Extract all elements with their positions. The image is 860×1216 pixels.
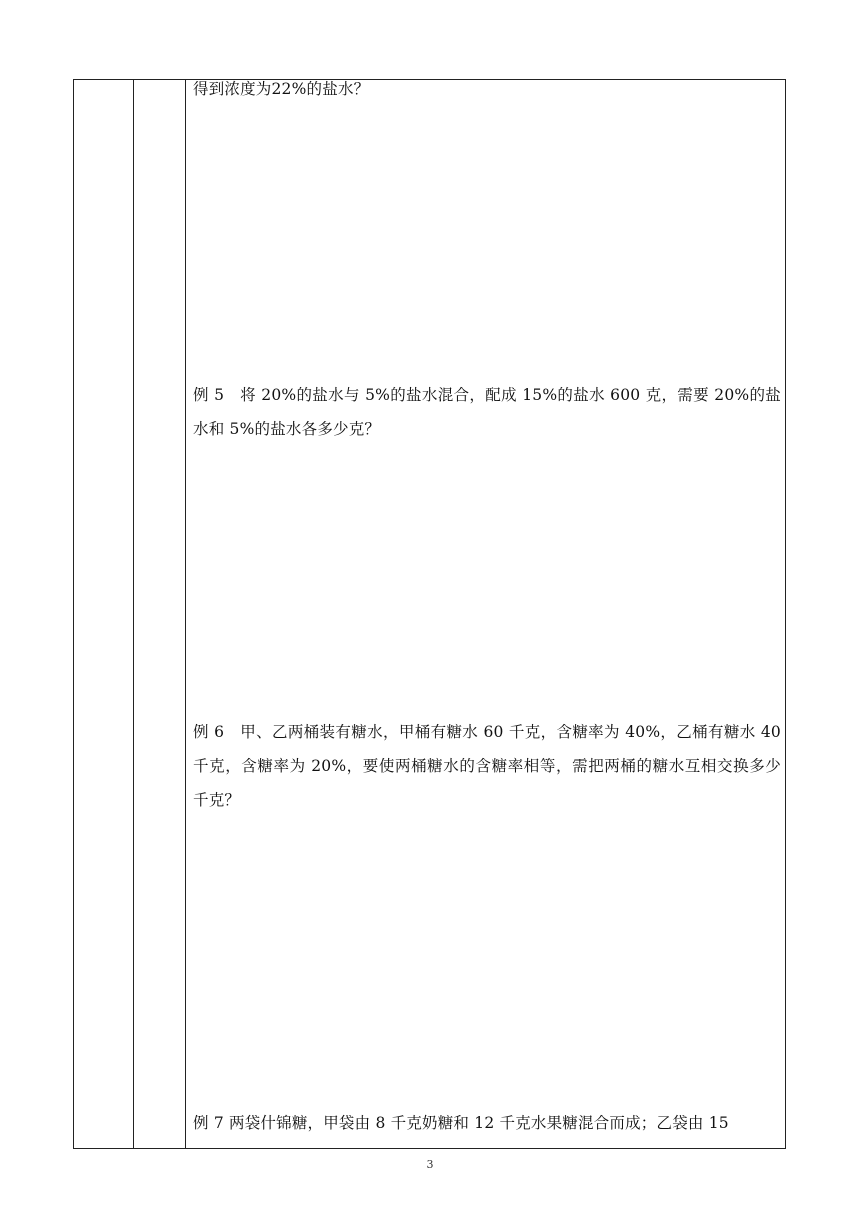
table-right-border xyxy=(785,79,786,1149)
table-left-border xyxy=(73,79,74,1149)
example-6-problem: 例 6 甲、乙两桶装有糖水，甲桶有糖水 60 千克，含糖率为 40%，乙桶有糖水 40 千克，含糖率为 20%，要使两桶糖水的含糖率相等，需把两桶的糖水互相交换多少千克？ xyxy=(193,723,781,809)
problem-4-continuation: 得到浓度为22%的盐水？ xyxy=(193,80,370,98)
page-number: 3 xyxy=(426,1158,434,1171)
table-column-divider-1 xyxy=(133,79,134,1149)
table-column-divider-2 xyxy=(185,79,186,1149)
example-7-problem: 例 7 两袋什锦糖，甲袋由 8 千克奶糖和 12 千克水果糖混合而成；乙袋由 15 xyxy=(193,1114,729,1132)
table-content-cell xyxy=(193,72,781,1148)
table-bottom-border xyxy=(73,1148,786,1149)
example-5-problem: 例 5 将 20%的盐水与 5%的盐水混合，配成 15%的盐水 600 克，需要 20%的盐水和 5%的盐水各多少克？ xyxy=(193,386,781,438)
